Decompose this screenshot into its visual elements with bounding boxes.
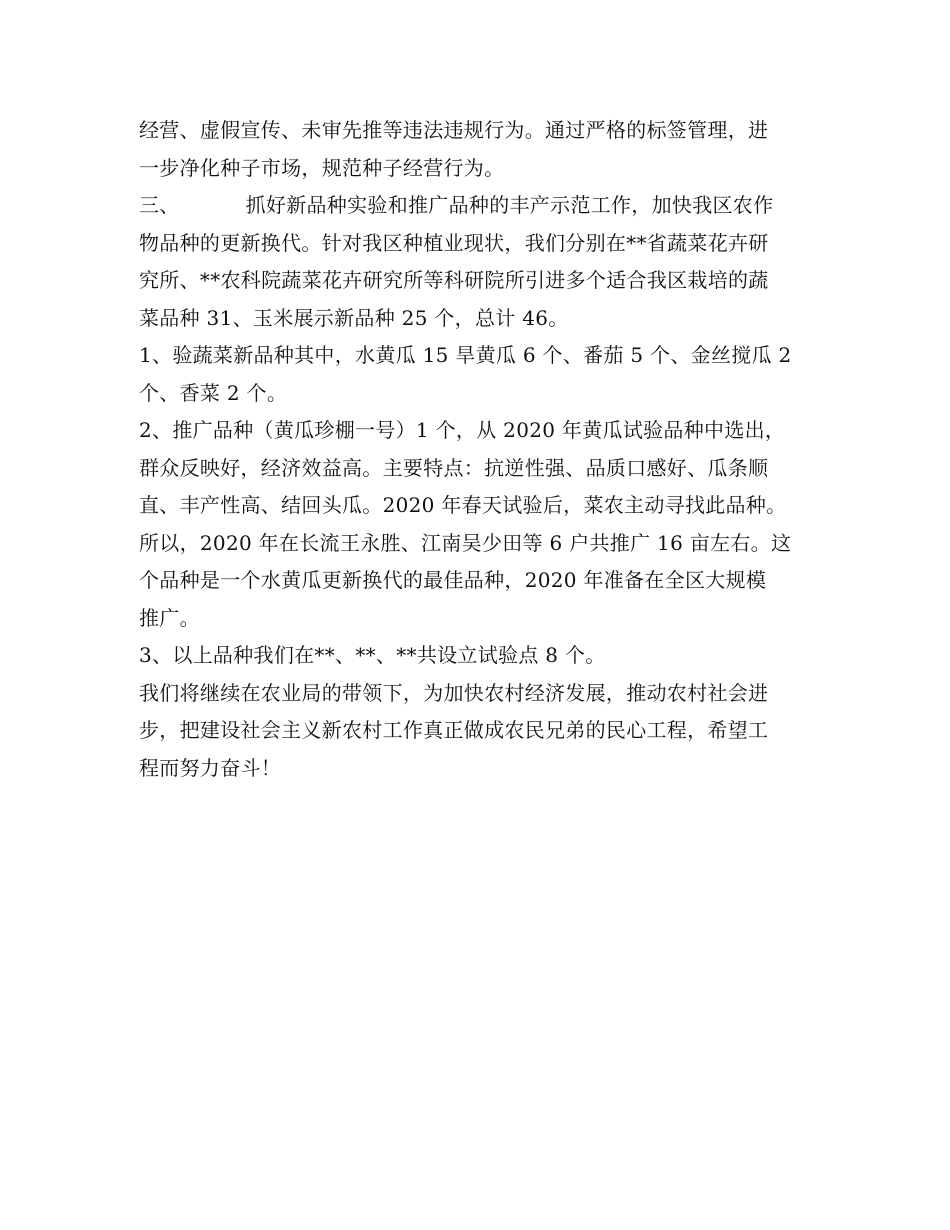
section-marker: 三、 (139, 193, 180, 217)
text-line-17: 步，把建设社会主义新农村工作真正做成农民兄弟的民心工程，希望工 (139, 718, 769, 742)
text-line-2: 一步净化种子市场，规范种子经营行为。 (139, 155, 505, 180)
text-line-13: 个品种是一个水黄瓜更新换代的最佳品种，2020 年准备在全区大规模 (139, 568, 767, 592)
text-line-9: 2、推广品种（黄瓜珍棚一号）1 个，从 2020 年黄瓜试验品种中选出， (139, 418, 786, 442)
text-line-6: 菜品种 31、玉米展示新品种 25 个，总计 46。 (139, 305, 569, 330)
text-line-16: 我们将继续在农业局的带领下，为加快农村经济发展，推动农村社会进 (139, 680, 769, 705)
text-line-15: 3、以上品种我们在**、**、**共设立试验点 8 个。 (139, 643, 606, 667)
section-heading-text: 抓好新品种实验和推广品种的丰产示范工作，加快我区农作 (245, 193, 774, 217)
text-line-5: 究所、**农科院蔬菜花卉研究所等科研院所引进多个适合我区栽培的蔬 (139, 268, 769, 292)
text-line-1: 经营、虚假宣传、未审先推等违法违规行为。通过严格的标签管理，进 (139, 118, 769, 142)
document-body (139, 112, 829, 787)
text-line-12: 所以，2020 年在长流王永胜、江南吴少田等 6 户共推广 16 亩左右。这 (139, 530, 792, 555)
text-line-18: 程而努力奋斗！ (139, 755, 282, 780)
text-line-14: 推广。 (139, 605, 200, 630)
section-heading-line (139, 187, 829, 225)
text-line-7: 1、验蔬菜新品种其中，水黄瓜 15 旱黄瓜 6 个、番茄 5 个、金丝搅瓜 2 (139, 343, 792, 367)
text-line-8: 个、香菜 2 个。 (139, 380, 288, 405)
text-line-11: 直、丰产性高、结回头瓜。2020 年春天试验后，菜农主动寻找此品种。 (139, 493, 787, 517)
text-line-4: 物品种的更新换代。针对我区种植业现状，我们分别在**省蔬菜花卉研 (139, 230, 769, 255)
text-line-10: 群众反映好，经济效益高。主要特点：抗逆性强、品质口感好、瓜条顺 (139, 455, 769, 480)
